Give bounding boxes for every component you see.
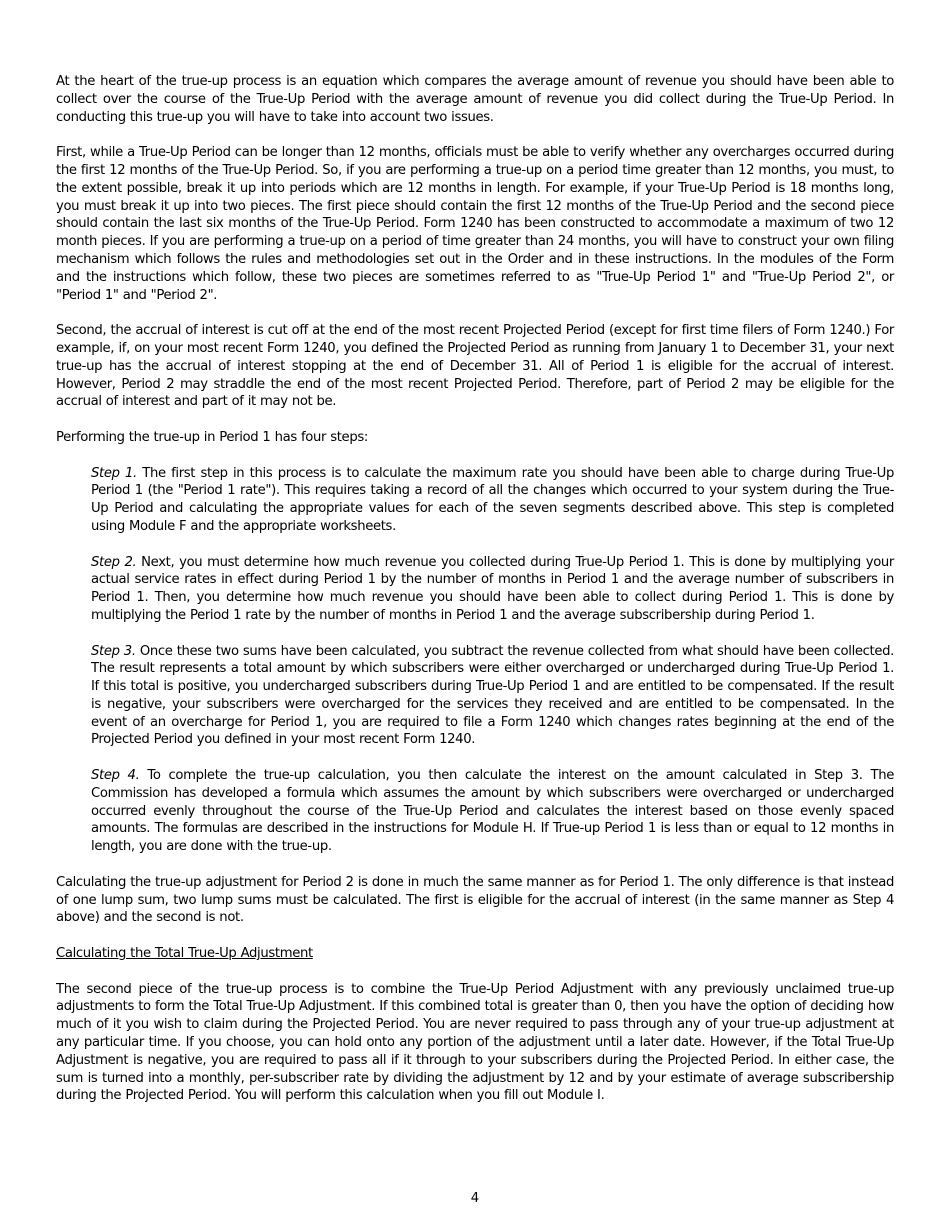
intro-paragraph: At the heart of the true-up process is an equation which compares the average amount of revenue you should have been able to collect over the course of the True-Up Period with the average amount of revenue you did collect during the True-Up Period. In conducting this true-up you will have to take into account two issues. [56, 74, 894, 125]
step-4-label: Step 4. [91, 768, 140, 784]
step-1-text: The first step in this process is to calculate the maximum rate you should have been able to charge during True-Up Period 1 (the "Period 1 rate"). This requires taking a record of all the changes which occurred to your system during the True-Up Period and calculating the appropriate values for each of the seven segments described above. This step is completed using Module F and the appropriate worksheets. [91, 465, 894, 534]
step-3-text: Once these two sums have been calculated, you subtract the revenue collected from what should have been collected. The result represents a total amount by which subscribers were either overcharged or undercharged during True-Up Period 1. If this total is positive, you undercharged subscribers during True-Up Period 1 and are entitled to be compensated. If the result is negative, your subscribers were overcharged for the services they received and are entitled to be compensated. In the event of an overcharge for Period 1, you are required to file a Form 1240 which changes rates beginning at the end of the Projected Period you defined in your most recent Form 1240. [91, 643, 894, 748]
total-adjustment-paragraph: The second piece of the true-up process is to combine the True-Up Period Adjustment with any previously unclaimed true-up adjustments to form the Total True-Up Adjustment. If this combined total is greater than 0, then you have the option of deciding how much of it you wish to claim during the Projected Period. You are never required to pass through any of your true-up adjustment at any particular time. If you choose, you can hold onto any portion of the adjustment until a later date. However, if the Total True-Up Adjustment is negative, you are required to pass all if it through to your subscribers during the Projected Period. In either case, the sum is turned into a monthly, per-subscriber rate by dividing the adjustment by 12 and by your estimate of average subscribership during the Projected Period. You will perform this calculation when you fill out Module I. [56, 981, 894, 1104]
step-4-paragraph [91, 767, 894, 856]
step-3-label: Step 3. [91, 643, 136, 659]
step-2-text: Next, you must determine how much revenue you collected during True-Up Period 1. This is done by multiplying your actual service rates in effect during Period 1 by the number of months in Period 1 and the average number of subscribers in Period 1. Then, you determine how much revenue you should have been able to collect during Period 1. This is done by multiplying the Period 1 rate by the number of months in Period 1 and the average subscribership during Period 1. [91, 554, 894, 623]
step-1-paragraph [91, 465, 894, 536]
step-1-label: Step 1. [91, 465, 137, 481]
page-number: 4 [470, 1191, 480, 1206]
step-4-text: To complete the true-up calculation, you then calculate the interest on the amount calculated in Step 3. The Commission has developed a formula which assumes the amount by which subscribers were overcharged or undercharged occurred evenly throughout the course of the True-Up Period and calculates the interest based on those evenly spaced amounts. The formulas are described in the instructions for Module H. If True-up Period 1 is less than or equal to 12 months in length, you are done with the true-up. [91, 768, 894, 855]
section-heading: Calculating the Total True-Up Adjustment [56, 946, 313, 962]
step-3-paragraph [91, 643, 894, 750]
steps-intro-paragraph: Performing the true-up in Period 1 has four steps: [56, 429, 368, 445]
first-issue-paragraph: First, while a True-Up Period can be longer than 12 months, officials must be able to verify whether any overcharges occurred during the first 12 months of the True-Up Period. So, if you are performing a true-up on a period time greater than 12 months, you must, to the extent possible, break it up into periods which are 12 months in length. For example, if your True-Up Period is 18 months long, you must break it up into two pieces. The first piece should contain the first 12 months of the True-Up Period and the second piece should contain the last six months of the True-Up Period. Form 1240 has been constructed to accommodate a maximum of two 12 month pieces. If you are performing a true-up on a period of time greater than 24 months, you will have to construct your own filing mechanism which follows the rules and methodologies set out in the Order and in these instructions. In the modules of the Form and the instructions which follow, these two pieces are sometimes referred to as "True-Up Period 1" and "True-Up Period 2", or "Period 1" and "Period 2". [56, 145, 894, 303]
period-2-paragraph: Calculating the true-up adjustment for Period 2 is done in much the same manner as for Period 1. The only difference is that instead of one lump sum, two lump sums must be calculated. The first is eligible for the accrual of interest (in the same manner as Step 4 above) and the second is not. [56, 874, 894, 926]
second-issue-paragraph: Second, the accrual of interest is cut off at the end of the most recent Projected Period (except for first time filers of Form 1240.) For example, if, on your most recent Form 1240, you defined the Projected Period as running from January 1 to December 31, your next true-up has the accrual of interest stopping at the end of December 31. All of Period 1 is eligible for the accrual of interest. However, Period 2 may straddle the end of the most recent Projected Period. Therefore, part of Period 2 may be eligible for the accrual of interest and part of it may not be. [56, 323, 894, 410]
step-2-paragraph [91, 554, 894, 625]
document-body [56, 73, 894, 1123]
step-2-label: Step 2. [91, 554, 137, 570]
